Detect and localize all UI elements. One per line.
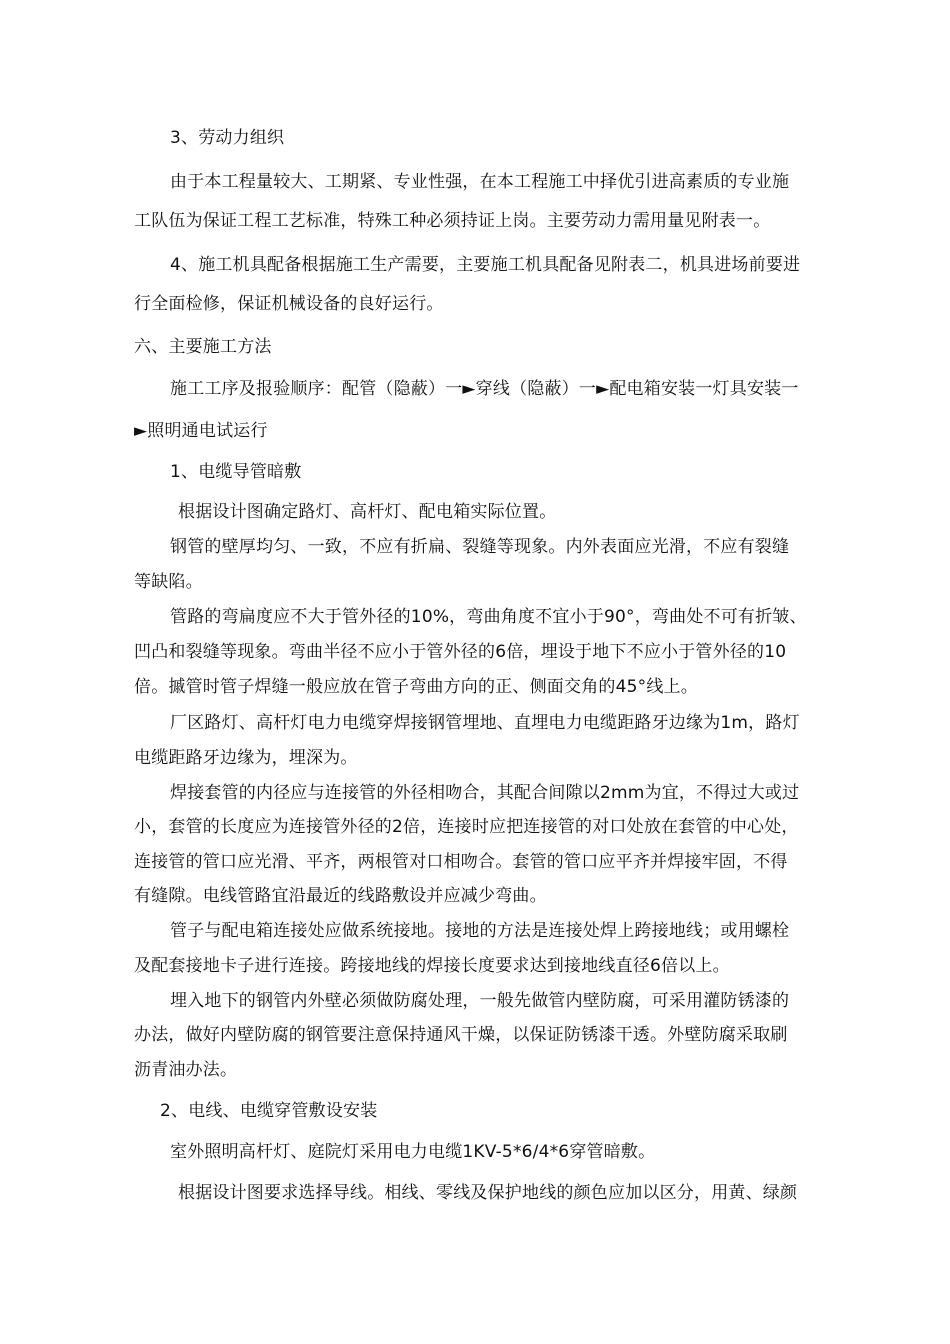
paragraph-line: 行全面检修，保证机械设备的良好运行。 bbox=[134, 294, 444, 314]
paragraph-line: 及配套接地卡子进行连接。跨接地线的焊接长度要求达到接地线直径6倍以上。 bbox=[134, 956, 730, 976]
paragraph-line: 有缝隙。电线管路宜沿最近的线路敷设并应减少弯曲。 bbox=[134, 886, 547, 906]
paragraph-line: 凹凸和裂缝等现象。弯曲半径不应小于管外径的6倍，埋设于地下不应小于管外径的10 bbox=[134, 642, 787, 662]
paragraph-line: 工队伍为保证工程工艺标准，特殊工种必须持证上岗。主要劳动力需用量见附表一。 bbox=[134, 211, 771, 231]
paragraph-line: 焊接套管的内径应与连接管的外径相吻合，其配合间隙以2mm为宜，不得过大或过 bbox=[170, 783, 800, 803]
paragraph-line: 管路的弯扁度应不大于管外径的10%，弯曲角度不宜小于90°，弯曲处不可有折皱、 bbox=[170, 607, 807, 627]
paragraph-line: 管子与配电箱连接处应做系统接地。接地的方法是连接处焊上跨接地线；或用螺栓 bbox=[170, 921, 790, 941]
paragraph-line: 电缆距路牙边缘为，埋深为。 bbox=[134, 748, 358, 768]
paragraph-line: 连接管的管口应光滑、平齐，两根管对口相吻合。套管的管口应平齐并焊接牢固，不得 bbox=[134, 852, 788, 872]
paragraph-line: 厂区路灯、高杆灯电力电缆穿焊接钢管埋地、直埋电力电缆距路牙边缘为1m，路灯 bbox=[170, 713, 800, 733]
paragraph-line: 根据设计图要求选择导线。相线、零线及保护地线的颜色应加以区分，用黄、绿颜 bbox=[178, 1183, 798, 1203]
paragraph-line: 施工工序及报验顺序：配管（隐蔽）一►穿线（隐蔽）一►配电箱安装一灯具安装一 bbox=[170, 379, 799, 399]
paragraph-line: 室外照明高杆灯、庭院灯采用电力电缆1KV-5*6/4*6穿管暗敷。 bbox=[170, 1142, 656, 1162]
paragraph-line: 由于本工程量较大、工期紧、专业性强，在本工程施工中择优引进高素质的专业施 bbox=[170, 172, 790, 192]
paragraph-line: 等缺陷。 bbox=[134, 572, 203, 592]
paragraph-line: ►照明通电试运行 bbox=[134, 421, 268, 441]
paragraph-line: 根据设计图确定路灯、高杆灯、配电箱实际位置。 bbox=[178, 502, 557, 522]
paragraph-line: 办法，做好内壁防腐的钢管要注意保持通风干燥，以保证防锈漆干透。外壁防腐采取刷 bbox=[134, 1025, 788, 1045]
paragraph-line: 4、施工机具配备根据施工生产需要，主要施工机具配备见附表二，机具进场前要进 bbox=[170, 255, 801, 275]
heading-wire-cable-installation: 2、电线、电缆穿管敷设安装 bbox=[160, 1101, 378, 1121]
paragraph-line: 小，套管的长度应为连接管外径的2倍，连接时应把连接管的对口处放在套管的中心处， bbox=[134, 817, 799, 837]
paragraph-line: 钢管的壁厚均匀、一致，不应有折扁、裂缝等现象。内外表面应光滑，不应有裂缝 bbox=[170, 537, 790, 557]
paragraph-line: 倍。摵管时管子焊缝一般应放在管子弯曲方向的正、侧面交角的45°线上。 bbox=[134, 677, 698, 697]
heading-cable-conduit: 1、电缆导管暗敷 bbox=[170, 462, 302, 482]
heading-main-construction-methods: 六、主要施工方法 bbox=[134, 337, 272, 357]
paragraph-line: 沥青油办法。 bbox=[134, 1060, 238, 1080]
heading-labor-organization: 3、劳动力组织 bbox=[170, 128, 285, 148]
paragraph-line: 埋入地下的钢管内外壁必须做防腐处理，一般先做管内壁防腐，可采用灌防锈漆的 bbox=[170, 991, 790, 1011]
